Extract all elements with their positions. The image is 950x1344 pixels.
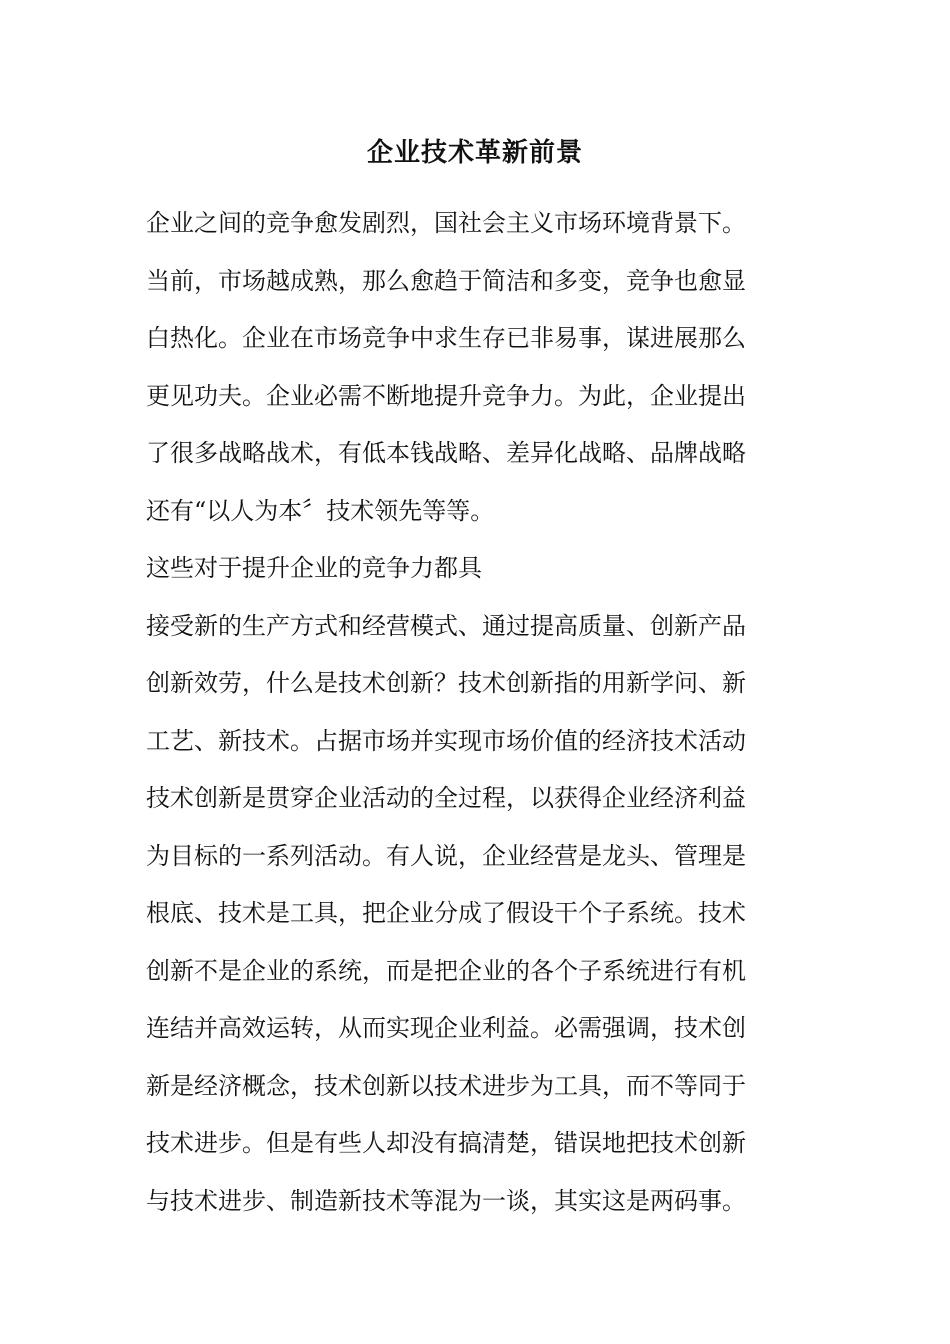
- text-line: 这些对于提升企业的竞争力都具: [146, 554, 482, 582]
- text-line: 根底、技术是工具，把企业分成了假设干个子系统。技术: [146, 899, 746, 927]
- paragraph-1: [146, 195, 806, 540]
- text-line: 白热化。企业在市场竞争中求生存已非易事，谋进展那么: [146, 324, 746, 352]
- paragraph-3: [146, 598, 806, 1231]
- text-line: 企业之间的竞争愈发剧烈，国社会主义市场环境背景下。: [146, 209, 746, 237]
- text-line: 更见功夫。企业必需不断地提升竞争力。为此，企业提出: [146, 381, 746, 410]
- text-line: 与技术进步、制造新技术等混为一谈，其实这是两码事。: [146, 1186, 746, 1215]
- text-line: 创新效劳，什么是技术创新？技术创新指的用新学问、新: [146, 669, 746, 697]
- text-line: 创新不是企业的系统，而是把企业的各个子系统进行有机: [146, 956, 746, 985]
- text-line: 还有“以人为本〞技术领先等等。: [146, 496, 495, 525]
- text-line: 工艺、新技术。占据市场并实现市场价值的经济技术活动: [146, 726, 746, 755]
- document-body: [146, 195, 806, 1230]
- text-line: 了很多战略战术，有低本钱战略、差异化战略、品牌战略: [146, 439, 746, 467]
- text-line: 为目标的一系列活动。有人说，企业经营是龙头、管理是: [146, 841, 746, 870]
- text-line: 新是经济概念，技术创新以技术进步为工具，而不等同于: [146, 1071, 746, 1100]
- text-line: 当前，市场越成熟，那么愈趋于简洁和多变，竞争也愈显: [146, 266, 746, 295]
- text-line: 接受新的生产方式和经营模式、通过提高质量、创新产品: [146, 611, 746, 640]
- document-title: 企业技术革新前景: [366, 138, 583, 168]
- text-line: 技术进步。但是有些人却没有搞清楚，错误地把技术创新: [146, 1129, 746, 1157]
- paragraph-2: [146, 540, 806, 598]
- text-line: 连结并高效运转，从而实现企业利益。必需强调，技术创: [146, 1014, 746, 1042]
- text-line: 技术创新是贯穿企业活动的全过程，以获得企业经济利益: [146, 784, 746, 812]
